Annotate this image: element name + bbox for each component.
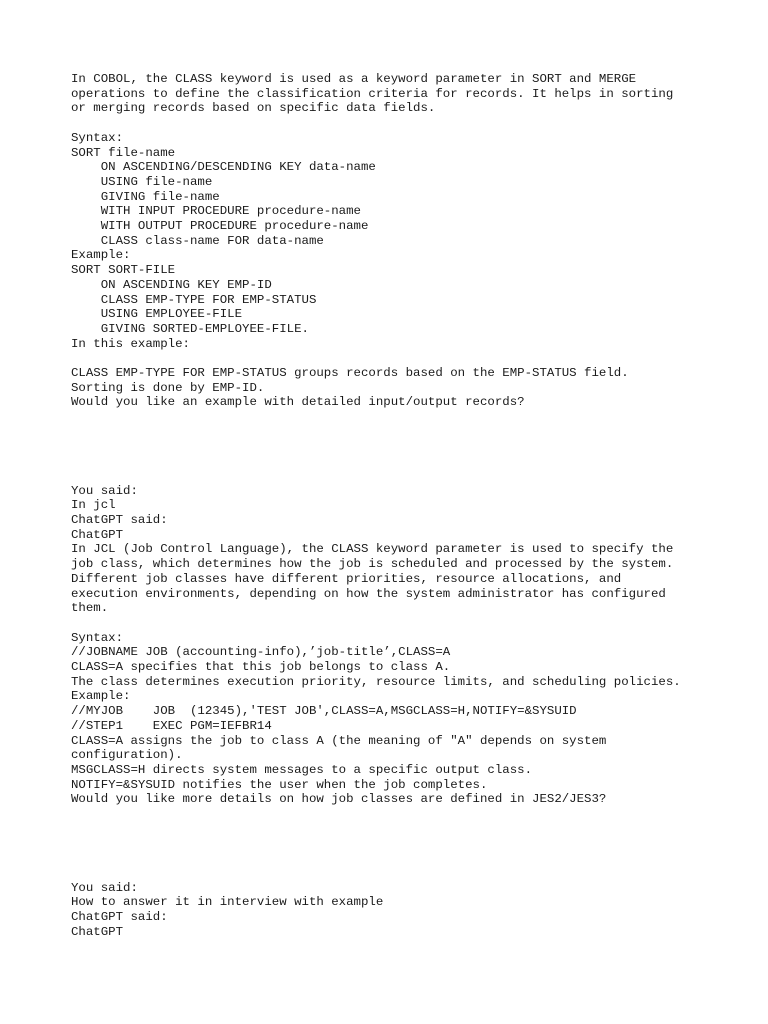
cobol-explanation [71,366,731,410]
code-line: SORT file-name [71,145,176,160]
text-line: job class, which determines how the job is scheduled and processed by the system. [71,557,674,572]
text-line: CLASS EMP-TYPE FOR EMP-STATUS groups records based on the EMP-STATUS field. [71,366,629,381]
blank-line [71,616,731,631]
code-line: CLASS EMP-TYPE FOR EMP-STATUS [71,292,317,307]
syntax-heading: Syntax: [71,630,124,645]
code-line: configuration). [71,748,183,763]
chatgpt-said-label: ChatGPT said: [71,910,168,924]
cobol-syntax-code [71,146,731,249]
chatgpt-label: ChatGPT [71,527,124,542]
code-line: USING file-name [71,174,213,189]
text-line: execution environments, depending on how the system administrator has configured [71,586,666,601]
example-heading: Example: [71,689,131,704]
code-line: //JOBNAME JOB (accounting-info),’job-title’,CLASS=A [71,645,451,660]
jcl-example-code [71,704,731,807]
code-line: CLASS class-name FOR data-name [71,233,324,248]
interview-section [71,881,731,940]
code-line: CLASS=A assigns the job to class A (the meaning of "A" depends on system [71,733,607,748]
code-line: WITH INPUT PROCEDURE procedure-name [71,204,361,219]
in-this-example-label: In this example: [71,336,190,351]
section-spacer [71,807,731,881]
jcl-section [71,484,731,807]
document-body [71,72,731,939]
jcl-syntax-code [71,645,731,689]
code-line: SORT SORT-FILE [71,263,176,278]
blank-line [71,351,731,366]
text-line: operations to define the classification criteria for records. It helps in sorting [71,86,674,101]
code-line: //STEP1 EXEC PGM=IEFBR14 [71,718,272,733]
code-line: USING EMPLOYEE-FILE [71,307,243,322]
user-message: In jcl [71,498,116,513]
you-said-label: You said: [71,880,138,895]
chatgpt-label: ChatGPT [71,924,124,939]
text-line: Different job classes have different priorities, resource allocations, and [71,571,622,586]
example-heading: Example: [71,248,131,263]
jcl-intro-paragraph [71,542,731,616]
code-line: MSGCLASS=H directs system messages to a specific output class. [71,762,533,777]
code-line: //MYJOB JOB (12345),'TEST JOB',CLASS=A,MSGCLASS=H,NOTIFY=&SYSUID [71,704,577,719]
text-line: In JCL (Job Control Language), the CLASS keyword parameter is used to specify the [71,542,674,557]
you-said-label: You said: [71,483,138,498]
text-line: In COBOL, the CLASS keyword is used as a keyword parameter in SORT and MERGE [71,72,637,86]
blank-line [71,116,731,131]
cobol-section [71,72,731,410]
code-line: CLASS=A specifies that this job belongs to class A. [71,660,451,675]
code-line: The class determines execution priority, resource limits, and scheduling policies. [71,674,681,689]
user-message: How to answer it in interview with example [71,895,384,910]
text-line: Would you like an example with detailed input/output records? [71,395,525,410]
cobol-example-code [71,263,731,337]
code-line: GIVING SORTED-EMPLOYEE-FILE. [71,321,309,336]
text-line: or merging records based on specific data fields. [71,101,436,116]
code-line: NOTIFY=&SYSUID notifies the user when the job completes. [71,777,488,792]
code-line: WITH OUTPUT PROCEDURE procedure-name [71,219,369,234]
code-line: GIVING file-name [71,189,220,204]
section-spacer [71,410,731,484]
code-line: ON ASCENDING/DESCENDING KEY data-name [71,160,376,175]
cobol-intro-paragraph [71,72,731,116]
text-line: them. [71,601,109,616]
code-line: ON ASCENDING KEY EMP-ID [71,277,272,292]
syntax-heading: Syntax: [71,130,124,145]
code-line: Would you like more details on how job classes are defined in JES2/JES3? [71,792,607,807]
text-line: Sorting is done by EMP-ID. [71,380,265,395]
chatgpt-said-label: ChatGPT said: [71,513,168,528]
